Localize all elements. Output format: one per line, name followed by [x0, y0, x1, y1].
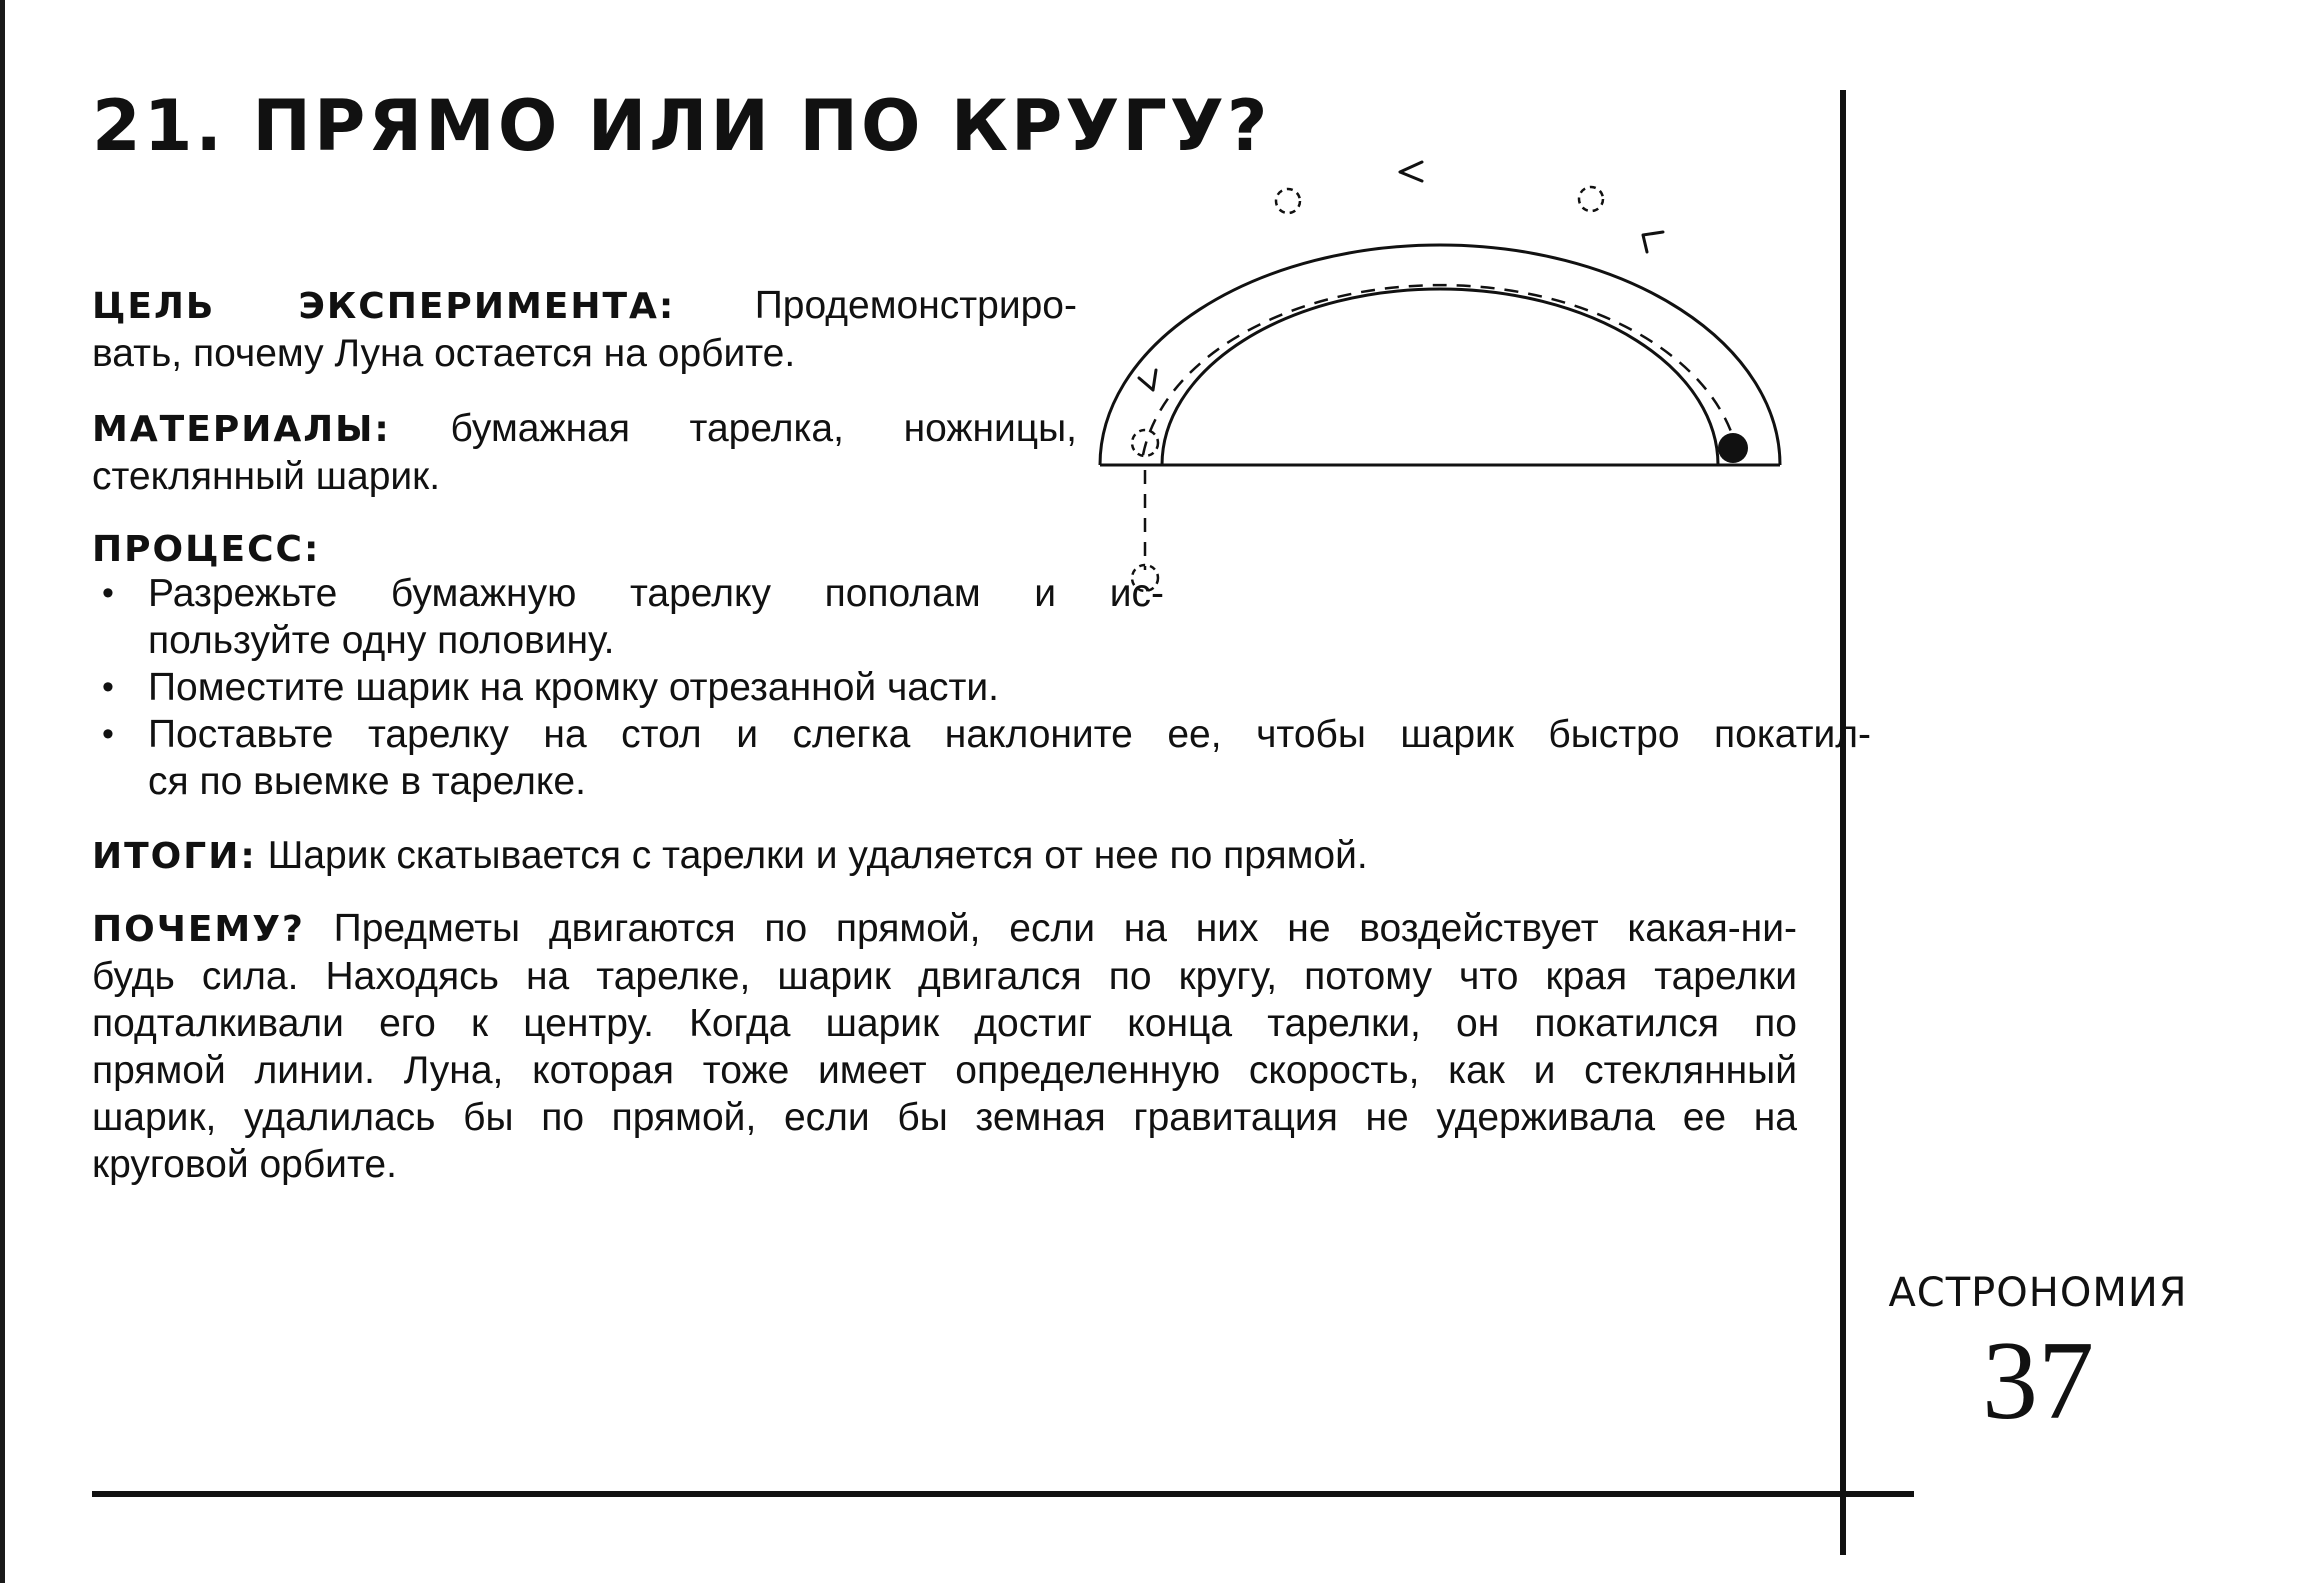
why-line-4: прямой линии. Луна, которая тоже имеет определенную скорость, как и стеклянный — [92, 1049, 1797, 1092]
footer-horizontal-rule — [92, 1491, 1914, 1497]
process-step-1-line-2: пользуйте одну половину. — [148, 619, 615, 662]
plate-diagram — [1070, 120, 1810, 600]
process-step-1-line-1: Разрежьте бумажную тарелку пополам и ис- — [148, 572, 1164, 615]
process-step-3-line-2: ся по выемке в тарелке. — [148, 760, 586, 803]
materials-label: МАТЕРИАЛЫ: — [92, 409, 391, 450]
materials-text-1: бумажная тарелка, ножницы, — [450, 407, 1077, 450]
materials-paragraph — [92, 405, 1077, 500]
materials-line-1 — [92, 405, 1077, 453]
marble-position-icon — [1276, 189, 1300, 213]
section-name: АСТРОНОМИЯ — [1888, 1270, 2188, 1316]
results-paragraph — [92, 832, 1852, 880]
margin-vertical-rule — [1840, 90, 1846, 1555]
page-number: 37 — [1982, 1319, 2094, 1443]
results-text: Шарик скатывается с тарелки и удаляется от нее по прямой. — [267, 834, 1368, 877]
process-heading: ПРОЦЕСС: — [92, 529, 321, 570]
process-heading-wrap — [92, 525, 320, 573]
arrow-icon — [1643, 232, 1663, 252]
process-steps-list — [92, 570, 1871, 805]
process-step — [92, 664, 1792, 711]
bullet-icon: • — [102, 715, 114, 753]
why-text-1: Предметы двигаются по прямой, если на них не воздействует какая-ни- — [333, 907, 1797, 950]
marble-path-arc — [1143, 285, 1738, 455]
why-line-3: подталкивали его к центру. Когда шарик достиг конца тарелки, он покатился по — [92, 1002, 1797, 1045]
why-line-2: будь сила. Находясь на тарелке, шарик двигался по кругу, потому что края тарелки — [92, 955, 1797, 998]
process-step — [92, 711, 1871, 805]
marble-icon — [1718, 433, 1748, 463]
plate-inner-rim — [1162, 289, 1718, 465]
why-line-5: шарик, удалилась бы по прямой, если бы земная гравитация не удерживала ее на — [92, 1096, 1797, 1139]
goal-text-1: Продемонстриро- — [754, 284, 1077, 327]
process-step-2-line-1: Поместите шарик на кромку отрезанной части. — [148, 666, 999, 709]
why-paragraph — [92, 905, 1797, 1188]
goal-label: ЦЕЛЬ ЭКСПЕРИМЕНТА: — [92, 286, 676, 327]
process-step — [92, 570, 1164, 664]
materials-text-2: стеклянный шарик. — [92, 455, 441, 498]
arrow-icon — [1400, 162, 1422, 181]
goal-line-1 — [92, 282, 1077, 330]
why-line-1 — [92, 905, 1797, 953]
process-step-3-line-1: Поставьте тарелку на стол и слегка наклоните ее, чтобы шарик быстро покатил- — [148, 713, 1871, 756]
marble-position-icon — [1579, 187, 1603, 211]
arrow-icon — [1139, 370, 1156, 390]
why-line-6: круговой орбите. — [92, 1143, 397, 1186]
goal-text-2: вать, почему Луна остается на орбите. — [92, 332, 796, 375]
plate-outer-rim — [1100, 245, 1780, 465]
goal-paragraph — [92, 282, 1077, 377]
bullet-icon: • — [102, 574, 114, 612]
bullet-icon: • — [102, 668, 114, 706]
left-edge-rule — [0, 0, 5, 1583]
page-title: 21. ПРЯМО ИЛИ ПО КРУГУ? — [92, 85, 1271, 167]
results-label: ИТОГИ: — [92, 836, 257, 877]
why-label: ПОЧЕМУ? — [92, 909, 305, 950]
